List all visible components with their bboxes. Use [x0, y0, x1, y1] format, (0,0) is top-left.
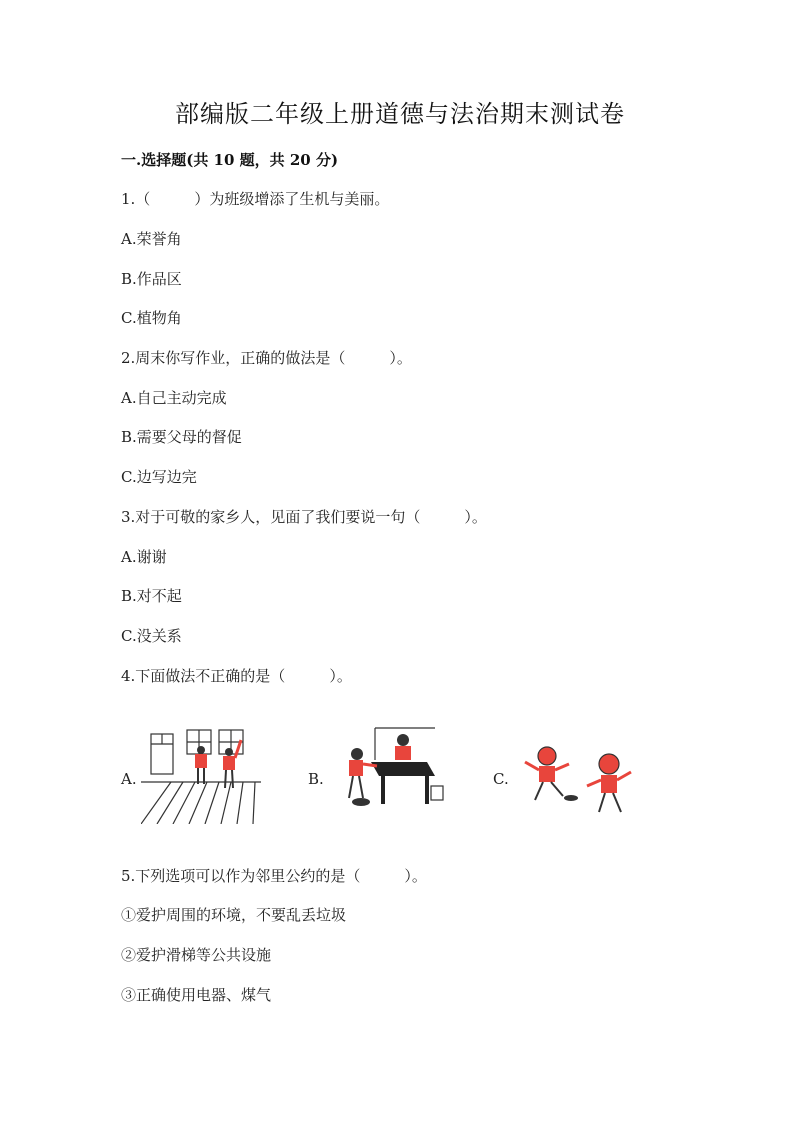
figure-c-label[interactable]: C. — [493, 770, 509, 788]
section-heading: 一.选择题(共 10 题，共 20 分) — [121, 151, 339, 169]
question-2-option-b[interactable]: B.需要父母的督促 — [121, 428, 242, 446]
question-4-stem: 4.下面做法不正确的是（ ）。 — [121, 667, 352, 685]
question-1-option-b[interactable]: B.作品区 — [121, 270, 182, 288]
question-1-option-a[interactable]: A.荣誉角 — [121, 230, 182, 248]
question-3-option-b[interactable]: B.对不起 — [121, 587, 182, 605]
figure-a-label[interactable]: A. — [121, 770, 137, 788]
question-1-option-c[interactable]: C.植物角 — [121, 309, 182, 327]
question-3-option-c[interactable]: C.没关系 — [121, 627, 182, 645]
question-3-stem: 3.对于可敬的家乡人，见面了我们要说一句（ ）。 — [121, 508, 487, 526]
question-3-option-a[interactable]: A.谢谢 — [121, 548, 167, 566]
question-2-option-a[interactable]: A.自己主动完成 — [121, 389, 227, 407]
figure-b-label[interactable]: B. — [308, 770, 324, 788]
question-5-stem: 5.下列选项可以作为邻里公约的是（ ）。 — [121, 867, 427, 885]
question-5-item-3: ③正确使用电器、煤气 — [121, 986, 272, 1004]
question-5-item-2: ②爱护滑梯等公共设施 — [121, 946, 272, 964]
page-title: 部编版二年级上册道德与法治期末测试卷 — [175, 100, 625, 128]
question-1-stem: 1.（ ）为班级增添了生机与美丽。 — [121, 190, 390, 208]
question-5-item-1: ①爱护周围的环境，不要乱丢垃圾 — [121, 906, 347, 924]
figure-b-desk-illustration — [331, 720, 451, 824]
question-2-stem: 2.周末你写作业，正确的做法是（ ）。 — [121, 349, 412, 367]
figure-c-running-illustration — [517, 720, 641, 824]
question-2-option-c[interactable]: C.边写边完 — [121, 468, 197, 486]
figure-a-window-illustration — [141, 720, 261, 824]
question-4-figures — [121, 720, 641, 824]
